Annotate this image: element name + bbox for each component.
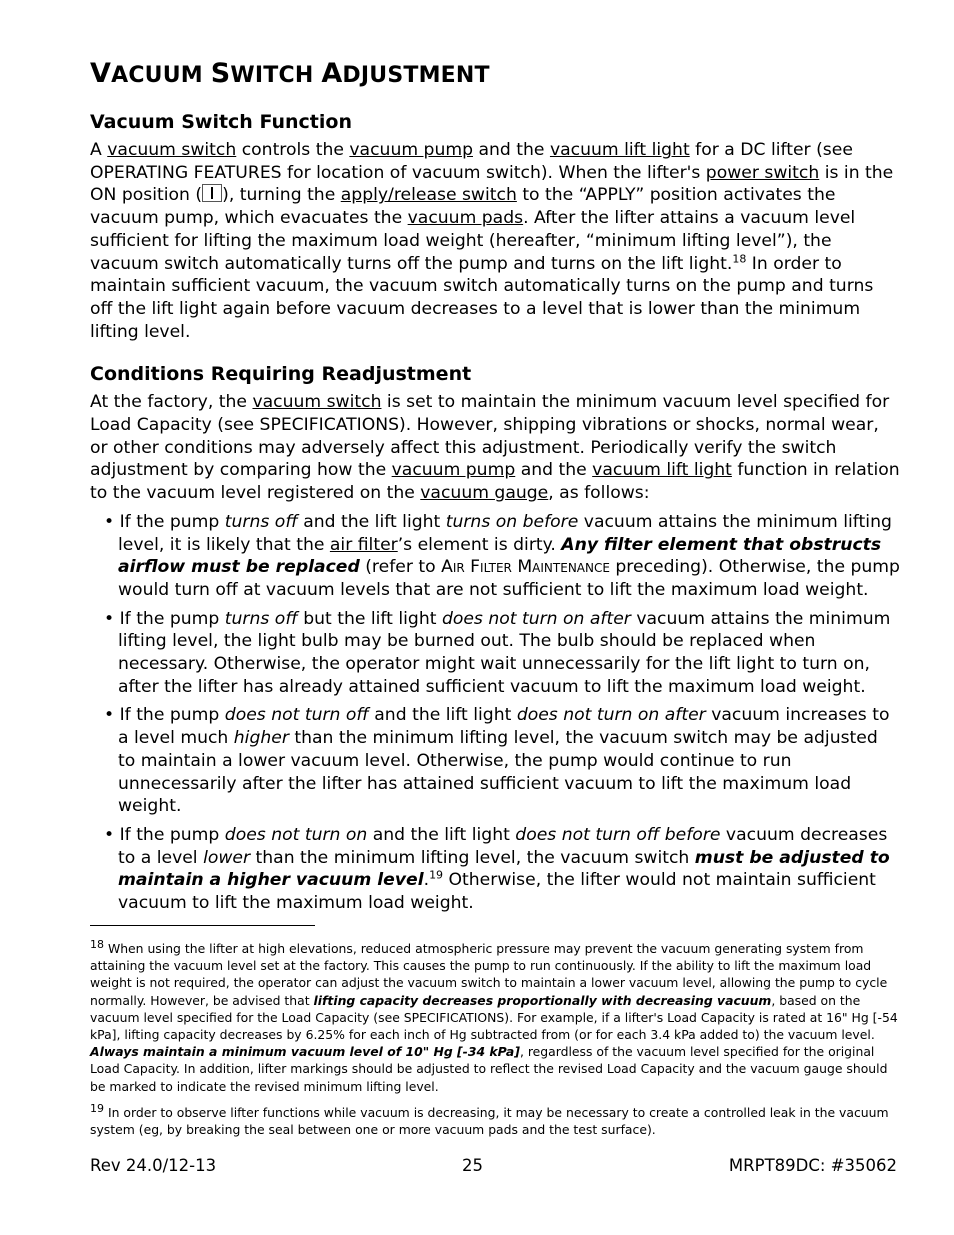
footnote-ref-18: 18	[732, 251, 747, 265]
section-heading: Conditions Requiring Readjustment	[90, 363, 472, 386]
page-title: VACUUM SWITCH ADJUSTMENT	[90, 58, 490, 89]
section-conditions-requiring-readjustment	[90, 363, 900, 914]
section-vacuum-switch-function	[90, 111, 900, 343]
footnote-19: $^{19}$ In order to observe lifter functions while vacuum is decreasing, it may be necessary to create a controlled leak in the vacuum system (eg, by breaking the seal between one or more vacuum pads and the test surface).	[90, 1101, 889, 1138]
paragraph: A vacuum switch controls the vacuum pump and the vacuum lift light for a DC lifter (see OPERATING FEATURES for location of vacuum switch). When the lifter's power switch is in the ON position ( ), turning the apply/release switch to the “APPLY” position activates the vacuum pump, which evacuates the vacuum pads. After the lifter attains a vacuum level sufficient for lifting the maximum load weight (hereafter, “minimum lifting level”), the vacuum switch automatically turns off the pump and turns on the lift light.$^{18}$ In order to maintain sufficient vacuum, the vacuum switch automatically turns on the pump and turns off the lift light again before vacuum decreases to a level that is lower than the minimum lifting level.	[90, 140, 894, 342]
condition-list	[90, 511, 900, 915]
list-item: • If the pump turns off but the lift light does not turn on after vacuum attains the minimum lifting level, the light bulb may be burned out. The bulb should be replaced when necessary. Otherwise, the operator might wait unnecessarily for the lift light to turn on, after the lifter has already attained sufficient vacuum to lift the maximum load weight.	[90, 608, 900, 699]
document-id: MRPT89DC: #35062	[728, 1156, 897, 1175]
list-item: • If the pump turns off and the lift light turns on before vacuum attains the minimum lifting level, it is likely that the air filter’s element is dirty. Any filter element that obstructs airflow must be replaced (refer to Air Filter Maintenance preceding). Otherwise, the pump would turn off at vacuum levels that are not sufficient to lift the maximum load weight.	[90, 511, 900, 602]
section-heading: Vacuum Switch Function	[90, 111, 352, 133]
paragraph: At the factory, the vacuum switch is set to maintain the minimum vacuum level specified for Load Capacity (see SPECIFICATIONS). However, shipping vibrations or shocks, normal wear, or other conditions may adversely affect this adjustment. Periodically verify the switch adjustment by comparing how the vacuum pump and the vacuum lift light function in relation to the vacuum level registered on the vacuum gauge, as follows:	[90, 392, 900, 504]
list-item: • If the pump does not turn on and the lift light does not turn off before vacuum decreases to a level lower than the minimum lifting level, the vacuum switch must be adjusted to maintain a higher vacuum level.$^{19}$ Otherwise, the lifter would not maintain sufficient vacuum to lift the maximum load weight.	[90, 824, 900, 915]
revision-label: Rev 24.0/12-13	[90, 1156, 217, 1175]
page-footer	[90, 1156, 897, 1175]
power-on-symbol-icon	[202, 184, 222, 202]
footnote-ref-19: 19	[429, 868, 444, 882]
list-item: • If the pump does not turn off and the lift light does not turn on after vacuum increases to a level much higher than the minimum lifting level, the vacuum switch may be adjusted to maintain a lower vacuum level. Otherwise, the pump would continue to run unnecessarily after the lifter has attained sufficient vacuum to lift the maximum load weight.	[90, 704, 900, 818]
page-body	[90, 58, 900, 935]
footnote-18: $^{18}$ When using the lifter at high elevations, reduced atmospheric pressure may prevent the vacuum generating system from attaining the vacuum level set at the factory. This causes the pump to run continuously. If the ability to lift the maximum load weight is not required, the operator can adjust the vacuum switch to maintain a lower vacuum level, allowing the pump to cycle normally. However, be advised that lifting capacity decreases proportionally with decreasing vacuum, based on the vacuum level specified for the Load Capacity (see SPECIFICATIONS). For example, if a lifter's Load Capacity is rated at 16" Hg [-54 kPa], lifting capacity decreases by 6.25% for each inch of Hg subtracted from (or for each 3.4 kPa added to) the vacuum level. Always maintain a minimum vacuum level of 10" Hg [-34 kPa], regardless of the vacuum level specified for the original Load Capacity. In addition, lifter markings should be adjusted to reflect the revised Load Capacity and the vacuum gauge should be marked to indicate the revised minimum lifting level.	[90, 937, 898, 1094]
page-number: 25	[462, 1156, 484, 1175]
footnote-separator	[90, 925, 315, 926]
